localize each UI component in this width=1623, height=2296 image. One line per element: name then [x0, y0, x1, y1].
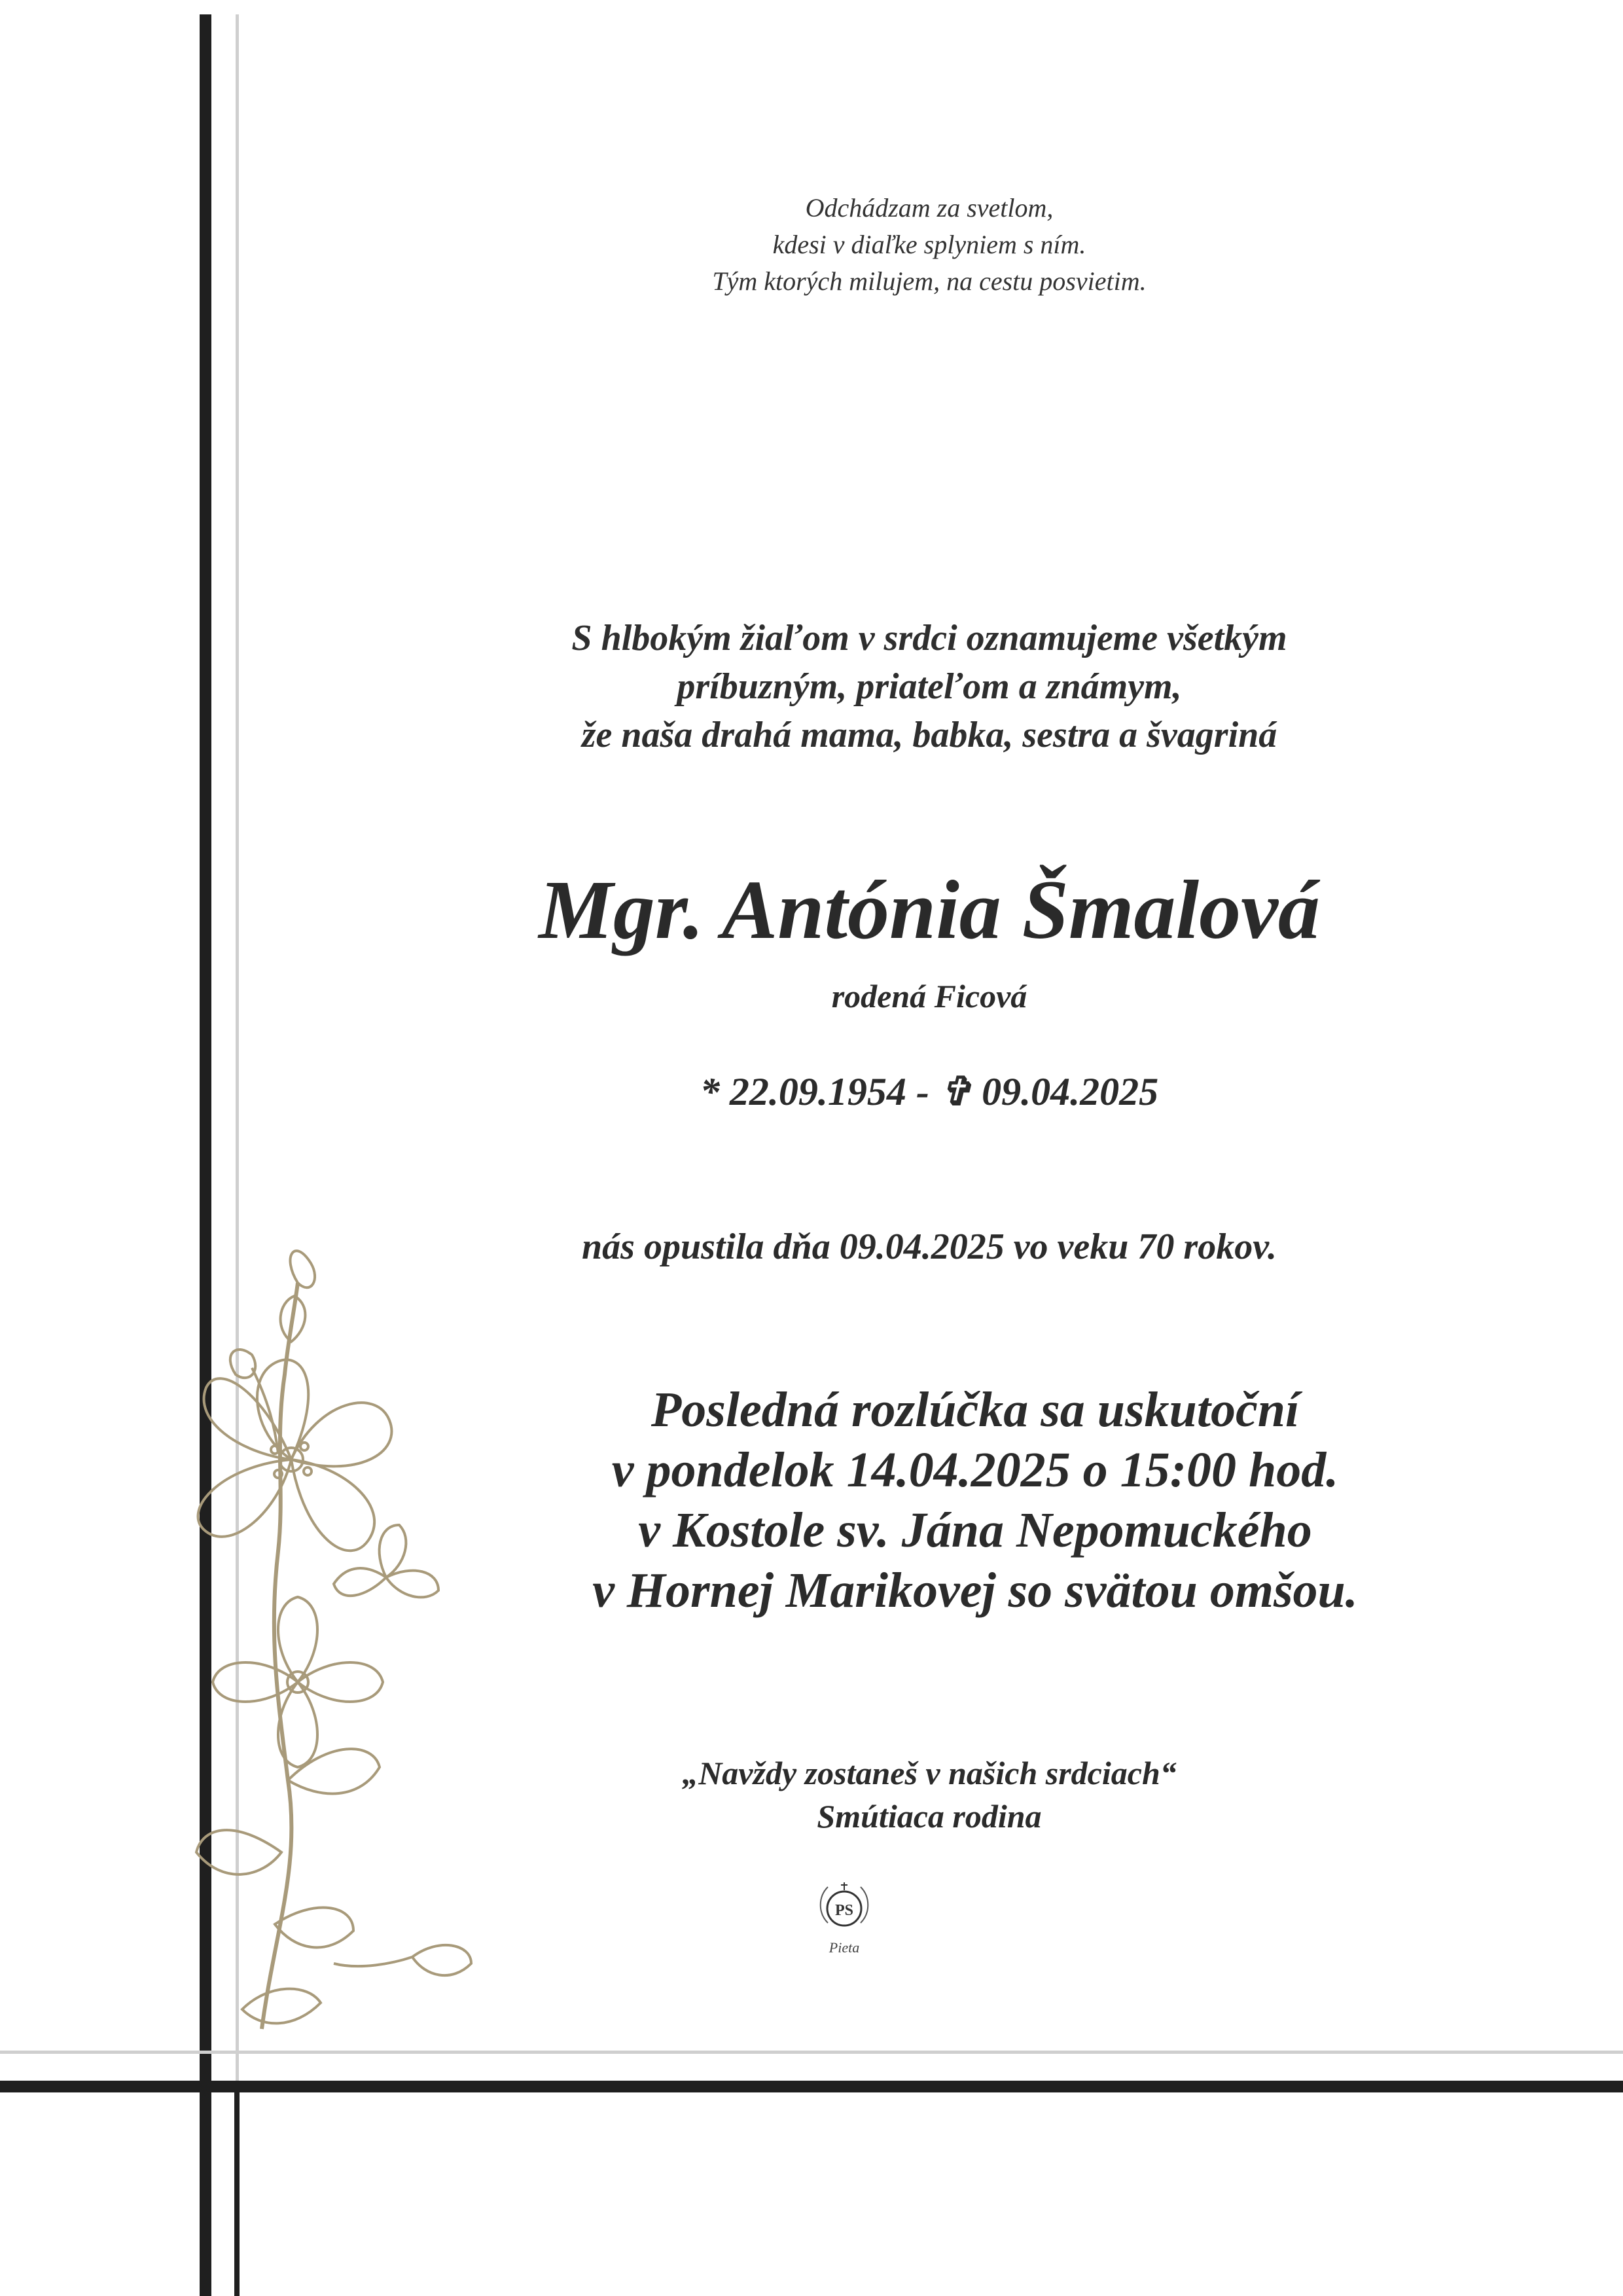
poem-line: Odchádzam za svetlom, [805, 193, 1054, 223]
life-dates: * 22.09.1954 - ✞ 09.04.2025 [700, 1070, 1159, 1113]
maiden-name: rodená Ficová [831, 978, 1027, 1014]
funeral-info [366, 1380, 1584, 1621]
frame-vertical-line-bottom [234, 2088, 240, 2296]
flower-branch-icon [164, 1244, 504, 2062]
seal-caption: Pieta [829, 1939, 860, 1956]
funeral-line: Posledná rozlúčka sa uskutoční [651, 1382, 1300, 1437]
pieta-seal-icon [815, 1877, 874, 1936]
poem [275, 190, 1584, 300]
funeral-line: v Hornej Marikovej so svätou omšou. [592, 1563, 1358, 1618]
poem-line: Tým ktorých milujem, na cestu posvietim. [712, 266, 1147, 296]
frame-horizontal-line [0, 2081, 1623, 2092]
poem-line: kdesi v diaľke splyniem s ním. [772, 230, 1086, 259]
farewell-signature: Smútiaca rodina [817, 1798, 1042, 1835]
intro-line: S hlbokým žiaľom v srdci oznamujeme všetkým [571, 618, 1287, 658]
intro-line: že naša drahá mama, babka, sestra a švagriná [581, 715, 1277, 755]
seal-letters: PS [834, 1902, 854, 1919]
pieta-seal [808, 1877, 880, 1956]
funeral-line: v pondelok 14.04.2025 o 15:00 hod. [611, 1443, 1339, 1498]
deceased-name: Mgr. Antónia Šmalová [539, 863, 1320, 956]
funeral-line: v Kostole sv. Jána Nepomuckého [638, 1503, 1312, 1558]
farewell-quote: „Navždy zostaneš v našich srdciach“ [682, 1755, 1177, 1791]
announcement-intro [275, 614, 1584, 759]
intro-line: príbuzným, priateľom a známym, [677, 666, 1182, 707]
farewell [275, 1751, 1584, 1838]
death-notice: nás opustila dňa 09.04.2025 vo veku 70 rokov. [582, 1227, 1277, 1267]
